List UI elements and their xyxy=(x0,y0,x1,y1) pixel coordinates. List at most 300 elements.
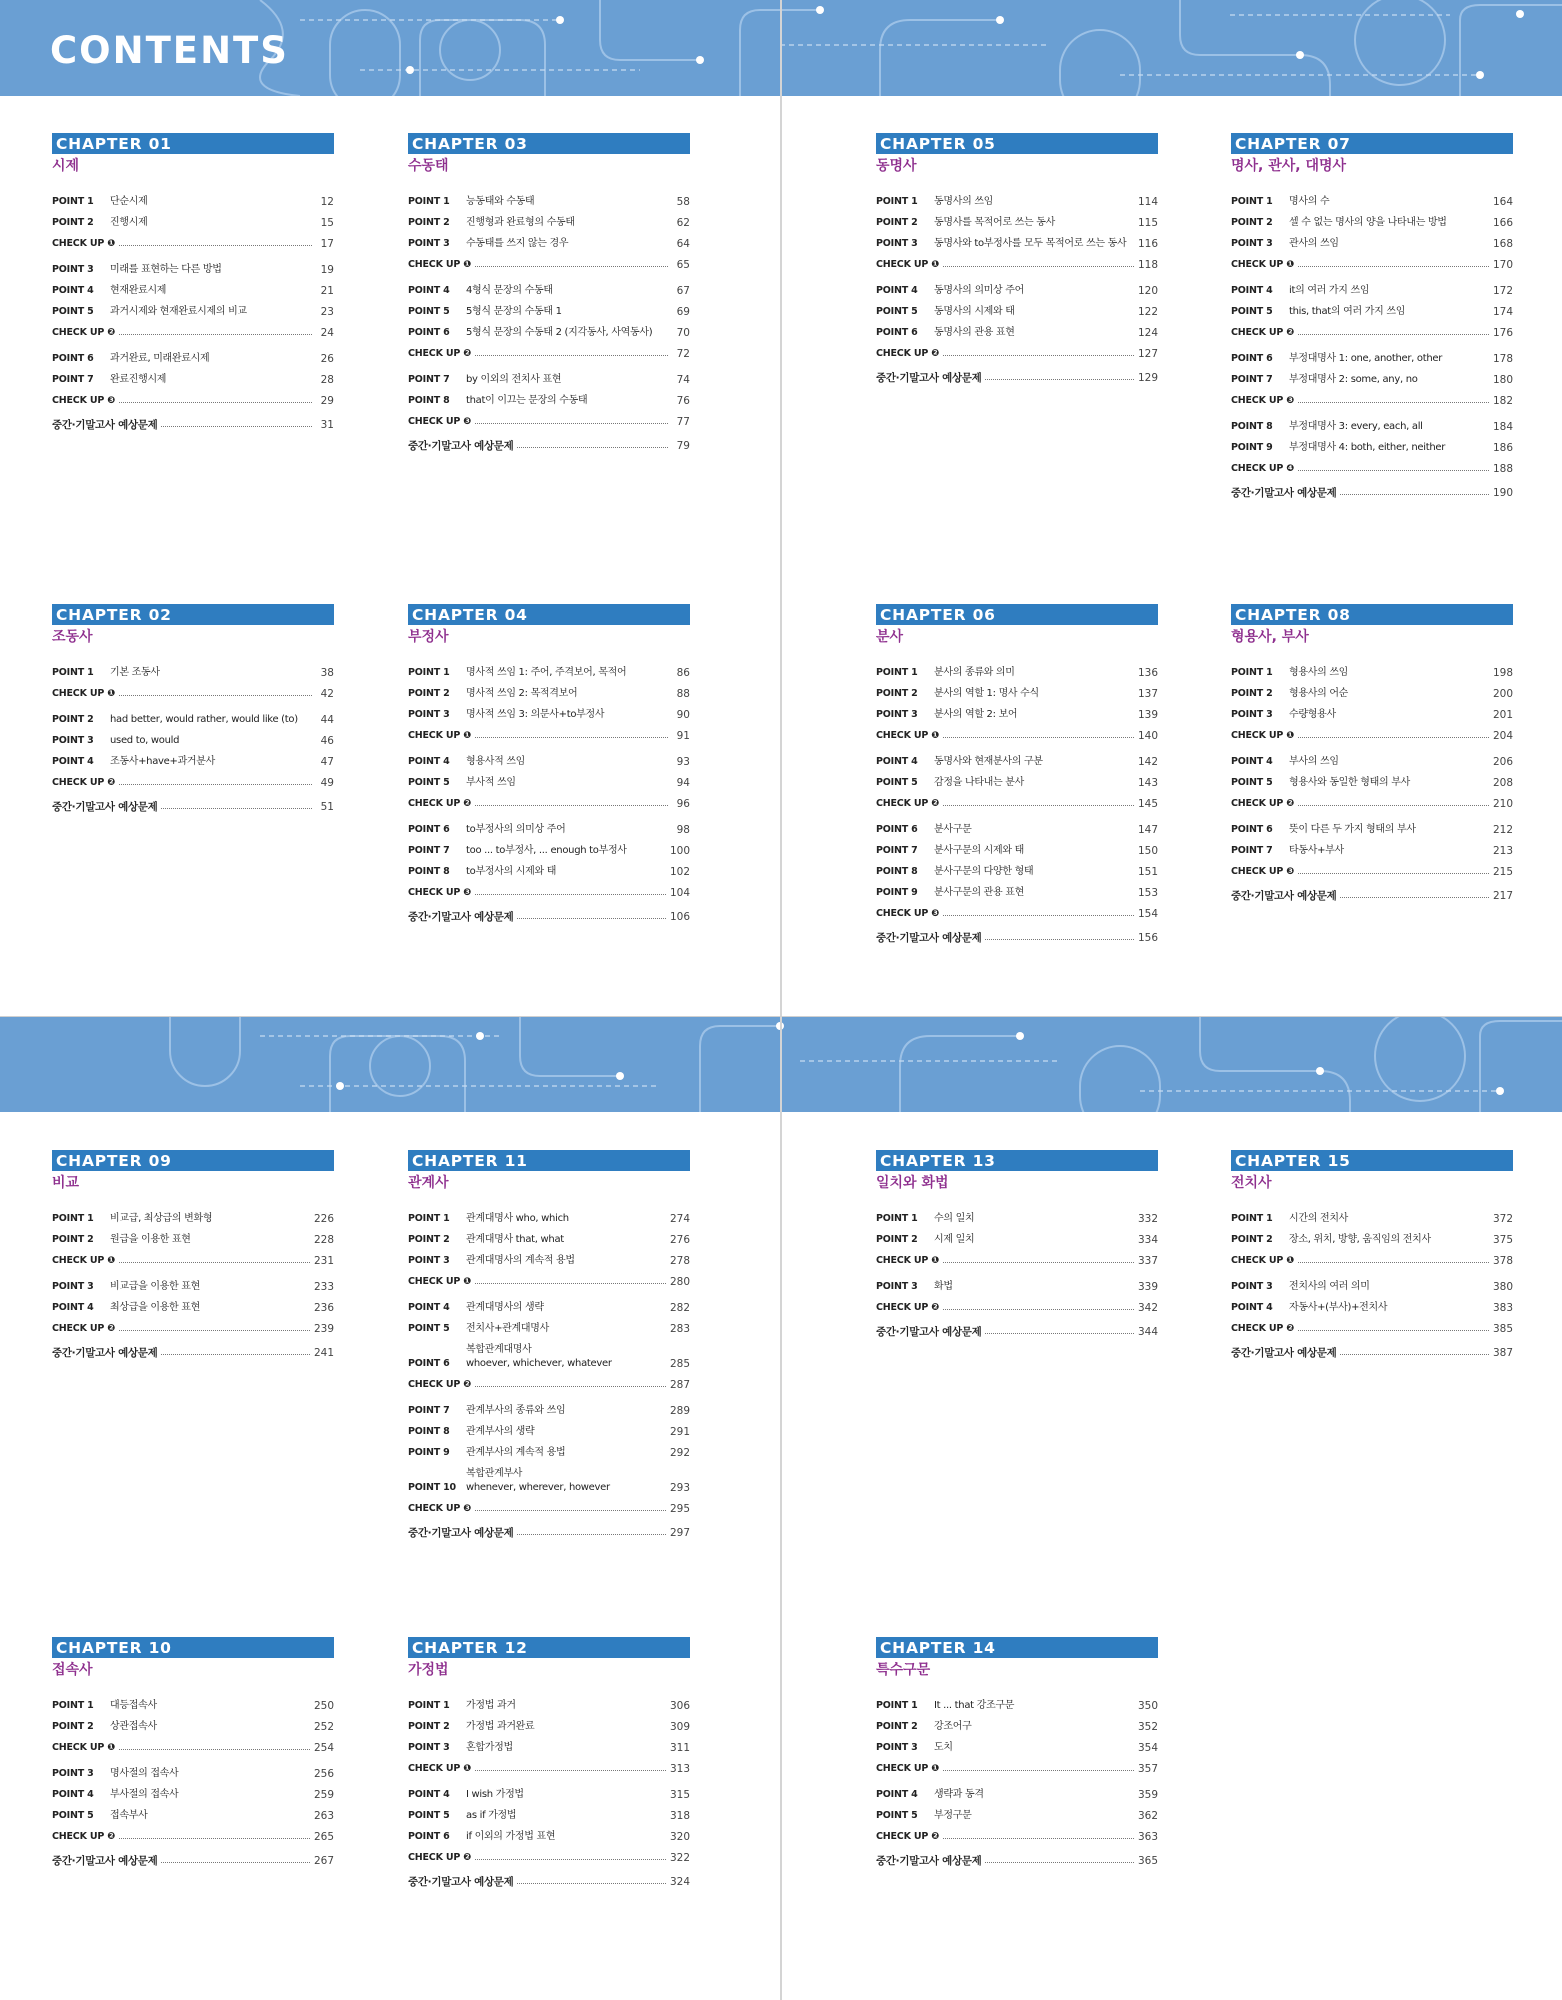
point-title: 명사절의 접속사 xyxy=(110,1768,179,1779)
checkup-label: CHECK UP ❸ xyxy=(1231,866,1295,877)
dot-leader xyxy=(475,797,668,806)
chapter-number: CHAPTER 04 xyxy=(408,604,690,625)
dot-leader xyxy=(119,326,312,335)
page-number: 241 xyxy=(313,1347,334,1359)
point-label: POINT 7 xyxy=(408,845,450,856)
page-number: 91 xyxy=(676,730,690,742)
page-number: 375 xyxy=(1492,1234,1513,1246)
point-label: POINT 2 xyxy=(876,688,918,699)
point-label: POINT 4 xyxy=(52,1302,94,1313)
page-number: 140 xyxy=(1137,730,1158,742)
point-label: POINT 2 xyxy=(1231,1234,1273,1245)
page-number: 186 xyxy=(1492,442,1513,454)
toc-checkup-row xyxy=(408,258,690,272)
point-label: POINT 1 xyxy=(876,196,918,207)
toc-point-row xyxy=(408,195,690,209)
page-number: 72 xyxy=(676,348,690,360)
toc-checkup-row xyxy=(52,1254,334,1268)
toc-point-row xyxy=(52,734,334,748)
dot-leader xyxy=(517,1875,665,1884)
point-title: 명사의 수 xyxy=(1289,196,1330,207)
page-number: 129 xyxy=(1137,372,1158,384)
dot-leader xyxy=(119,1254,310,1263)
point-label: POINT 6 xyxy=(1231,353,1273,364)
point-title: 감정을 나타내는 분사 xyxy=(934,777,1024,788)
dot-leader xyxy=(475,258,668,267)
point-title: 능동태와 수동태 xyxy=(466,196,535,207)
point-label: POINT 4 xyxy=(408,756,450,767)
page-number: 114 xyxy=(1137,196,1158,208)
toc-point-row xyxy=(408,1404,690,1418)
point-title: 부정구문 xyxy=(934,1810,972,1821)
toc-point-row xyxy=(52,1699,334,1713)
page-number: 250 xyxy=(313,1700,334,1712)
dot-leader xyxy=(475,415,668,424)
page-number: 287 xyxy=(669,1379,690,1391)
point-title: 4형식 문장의 수동태 xyxy=(466,285,553,296)
page-number: 324 xyxy=(669,1876,690,1888)
chapter-section xyxy=(52,1637,334,1875)
dot-leader xyxy=(1340,486,1488,495)
toc-point-row xyxy=(408,1720,690,1734)
point-label: POINT 4 xyxy=(408,1302,450,1313)
dot-leader xyxy=(943,258,1134,267)
point-label: POINT 7 xyxy=(1231,374,1273,385)
chapter-title: 조동사 xyxy=(52,629,93,645)
page-number: 67 xyxy=(676,285,690,297)
page-gutter xyxy=(780,0,782,2000)
page-number: 283 xyxy=(669,1323,690,1335)
point-label: POINT 3 xyxy=(408,238,450,249)
dot-leader xyxy=(943,1762,1134,1771)
page-number: 104 xyxy=(669,887,690,899)
toc-point-row xyxy=(876,708,1158,722)
point-title: 관계부사의 생략 xyxy=(466,1426,535,1437)
toc-checkup-row xyxy=(408,729,690,743)
point-label: POINT 1 xyxy=(876,1700,918,1711)
checkup-label: CHECK UP ❶ xyxy=(876,730,940,741)
point-title: 화법 xyxy=(934,1281,953,1292)
dot-leader xyxy=(475,886,666,895)
toc-point-row xyxy=(408,844,690,858)
point-title: 수의 일치 xyxy=(934,1213,975,1224)
toc-exam-row xyxy=(52,800,334,814)
chapter-number: CHAPTER 15 xyxy=(1231,1150,1513,1171)
toc-point-row xyxy=(1231,420,1513,434)
toc-exam-row xyxy=(1231,889,1513,903)
page-number: 322 xyxy=(669,1852,690,1864)
point-title: I wish 가정법 xyxy=(466,1789,524,1800)
exam-label: 중간·기말고사 예상문제 xyxy=(52,419,158,431)
toc-exam-row xyxy=(52,418,334,432)
toc-exam-row xyxy=(876,1854,1158,1868)
point-title: to부정사의 의미상 주어 xyxy=(466,824,566,835)
toc-point-row xyxy=(408,1343,690,1371)
checkup-label: CHECK UP ❷ xyxy=(52,777,116,788)
point-label: POINT 7 xyxy=(1231,845,1273,856)
toc-point-row xyxy=(408,1301,690,1315)
dot-leader xyxy=(475,1378,666,1387)
toc-checkup-row xyxy=(876,1254,1158,1268)
page-number: 365 xyxy=(1137,1855,1158,1867)
page-number: 38 xyxy=(320,667,334,679)
chapter-section xyxy=(408,604,690,931)
exam-label: 중간·기말고사 예상문제 xyxy=(408,1527,514,1539)
point-label: POINT 2 xyxy=(408,1234,450,1245)
dot-leader xyxy=(161,800,312,809)
checkup-label: CHECK UP ❷ xyxy=(52,1323,116,1334)
toc-checkup-row xyxy=(1231,394,1513,408)
page-number: 115 xyxy=(1137,217,1158,229)
exam-label: 중간·기말고사 예상문제 xyxy=(876,1326,982,1338)
chapter-number: CHAPTER 13 xyxy=(876,1150,1158,1171)
toc-exam-row xyxy=(52,1346,334,1360)
page-number: 215 xyxy=(1492,866,1513,878)
point-label: POINT 5 xyxy=(1231,306,1273,317)
dot-leader xyxy=(943,907,1134,916)
point-title: 생략과 동격 xyxy=(934,1789,984,1800)
point-label: POINT 1 xyxy=(52,196,94,207)
checkup-label: CHECK UP ❶ xyxy=(408,1276,472,1287)
dot-leader xyxy=(943,797,1134,806)
dot-leader xyxy=(1298,462,1489,471)
toc-point-row xyxy=(1231,687,1513,701)
point-title: 부정대명사 4: both, either, neither xyxy=(1289,442,1446,453)
toc-checkup-row xyxy=(876,1301,1158,1315)
point-label: POINT 6 xyxy=(876,824,918,835)
toc-checkup-row xyxy=(408,1851,690,1865)
dot-leader xyxy=(943,1830,1134,1839)
toc-point-row xyxy=(408,305,690,319)
point-title: 동명사와 현재분사의 구분 xyxy=(934,756,1043,767)
toc-point-row xyxy=(52,352,334,366)
page-number: 282 xyxy=(669,1302,690,1314)
checkup-label: CHECK UP ❸ xyxy=(52,395,116,406)
point-title: 형용사의 쓰임 xyxy=(1289,667,1349,678)
page-number: 70 xyxy=(676,327,690,339)
page-number: 51 xyxy=(320,801,334,813)
page-number: 154 xyxy=(1137,908,1158,920)
page-number: 318 xyxy=(669,1810,690,1822)
page-number: 263 xyxy=(313,1810,334,1822)
point-title: 동명사의 의미상 주어 xyxy=(934,285,1024,296)
chapter-section xyxy=(408,133,690,460)
point-title: 전치사의 여러 의미 xyxy=(1289,1281,1370,1292)
page-number: 359 xyxy=(1137,1789,1158,1801)
toc-point-row xyxy=(52,1301,334,1315)
point-title: 관계부사의 종류와 쓰임 xyxy=(466,1405,566,1416)
page-number: 176 xyxy=(1492,327,1513,339)
point-label: POINT 1 xyxy=(876,667,918,678)
dot-leader xyxy=(1298,865,1489,874)
point-title: 형용사의 어순 xyxy=(1289,688,1349,699)
page-number: 31 xyxy=(320,419,334,431)
checkup-label: CHECK UP ❶ xyxy=(1231,259,1295,270)
point-title: 부사절의 접속사 xyxy=(110,1789,179,1800)
toc-point-row xyxy=(52,373,334,387)
point-label: POINT 1 xyxy=(408,196,450,207)
toc-checkup-row xyxy=(408,797,690,811)
checkup-label: CHECK UP ❶ xyxy=(1231,730,1295,741)
page-number: 184 xyxy=(1492,421,1513,433)
point-label: POINT 7 xyxy=(876,845,918,856)
page-number: 19 xyxy=(320,264,334,276)
point-title: 완료진행시제 xyxy=(110,374,167,385)
toc-checkup-row xyxy=(1231,797,1513,811)
chapter-section xyxy=(1231,1150,1513,1367)
toc-point-row xyxy=(52,216,334,230)
toc-exam-row xyxy=(876,371,1158,385)
point-title: 5형식 문장의 수동태 2 (지각동사, 사역동사) xyxy=(466,327,653,338)
page-number: 136 xyxy=(1137,667,1158,679)
exam-label: 중간·기말고사 예상문제 xyxy=(408,1876,514,1888)
toc-point-row xyxy=(408,687,690,701)
dot-leader xyxy=(985,371,1133,380)
point-title: 관계대명사의 계속적 용법 xyxy=(466,1255,575,1266)
page-number: 116 xyxy=(1137,238,1158,250)
point-title: 명사적 쓰임 2: 목적격보어 xyxy=(466,688,578,699)
chapter-section xyxy=(408,1150,690,1547)
toc-point-row xyxy=(1231,823,1513,837)
page-number: 24 xyxy=(320,327,334,339)
toc-point-row xyxy=(876,237,1158,251)
dot-leader xyxy=(1298,394,1489,403)
point-label: POINT 2 xyxy=(876,1721,918,1732)
page-number: 151 xyxy=(1137,866,1158,878)
page-number: 208 xyxy=(1492,777,1513,789)
page-number: 190 xyxy=(1492,487,1513,499)
toc-point-row xyxy=(876,284,1158,298)
page-number: 100 xyxy=(669,845,690,857)
toc-point-row xyxy=(876,666,1158,680)
page-number: 226 xyxy=(313,1213,334,1225)
toc-point-row xyxy=(1231,1280,1513,1294)
page-number: 292 xyxy=(669,1447,690,1459)
toc-point-row xyxy=(52,305,334,319)
toc-point-row xyxy=(408,1467,690,1495)
point-title: 형용사와 동일한 형태의 부사 xyxy=(1289,777,1410,788)
chapter-title: 가정법 xyxy=(408,1662,449,1678)
dot-leader xyxy=(475,1762,666,1771)
page-number: 380 xyxy=(1492,1281,1513,1293)
checkup-label: CHECK UP ❶ xyxy=(52,688,116,699)
point-title: 뜻이 다른 두 가지 형태의 부사 xyxy=(1289,824,1416,835)
toc-point-row xyxy=(52,195,334,209)
page-number: 198 xyxy=(1492,667,1513,679)
page-number: 342 xyxy=(1137,1302,1158,1314)
chapter-number: CHAPTER 07 xyxy=(1231,133,1513,154)
point-title: 형용사적 쓰임 xyxy=(466,756,526,767)
dot-leader xyxy=(1298,797,1489,806)
toc-checkup-row xyxy=(408,347,690,361)
toc-point-row xyxy=(1231,441,1513,455)
page-number: 337 xyxy=(1137,1255,1158,1267)
page-number: 332 xyxy=(1137,1213,1158,1225)
point-title: 진행시제 xyxy=(110,217,148,228)
toc-checkup-row xyxy=(876,1762,1158,1776)
checkup-label: CHECK UP ❶ xyxy=(876,1255,940,1266)
dot-leader xyxy=(985,1854,1133,1863)
point-label: POINT 1 xyxy=(1231,667,1273,678)
page-number: 44 xyxy=(320,714,334,726)
point-label: POINT 2 xyxy=(52,714,94,725)
toc-checkup-row xyxy=(52,1741,334,1755)
point-title: that이 이끄는 문장의 수동태 xyxy=(466,395,588,406)
dot-leader xyxy=(119,1322,310,1331)
checkup-label: CHECK UP ❷ xyxy=(876,798,940,809)
point-title: 대등접속사 xyxy=(110,1700,157,1711)
toc-exam-row xyxy=(408,1526,690,1540)
point-label: POINT 6 xyxy=(408,824,450,835)
point-title: too ... to부정사, ... enough to부정사 xyxy=(466,845,627,856)
point-title: 현재완료시제 xyxy=(110,285,167,296)
page-number: 228 xyxy=(313,1234,334,1246)
chapter-title: 특수구문 xyxy=(876,1662,931,1678)
chapter-title: 전치사 xyxy=(1231,1175,1272,1191)
point-title: 최상급을 이용한 표현 xyxy=(110,1302,200,1313)
checkup-label: CHECK UP ❸ xyxy=(408,1503,472,1514)
chapter-section xyxy=(1231,133,1513,507)
page-number: 217 xyxy=(1492,890,1513,902)
chapter-number: CHAPTER 11 xyxy=(408,1150,690,1171)
page-number: 210 xyxy=(1492,798,1513,810)
page-number: 12 xyxy=(320,196,334,208)
chapter-title: 접속사 xyxy=(52,1662,93,1678)
page-number: 106 xyxy=(669,911,690,923)
toc-checkup-row xyxy=(1231,326,1513,340)
toc-point-row xyxy=(408,216,690,230)
checkup-label: CHECK UP ❷ xyxy=(1231,798,1295,809)
chapter-title: 명사, 관사, 대명사 xyxy=(1231,158,1347,174)
point-label: POINT 5 xyxy=(408,1323,450,1334)
toc-point-row xyxy=(408,1254,690,1268)
point-title: 강조어구 xyxy=(934,1721,972,1732)
page-number: 311 xyxy=(669,1742,690,1754)
point-label: POINT 1 xyxy=(408,1213,450,1224)
point-label: POINT 5 xyxy=(1231,777,1273,788)
checkup-label: CHECK UP ❸ xyxy=(408,887,472,898)
toc-checkup-row xyxy=(876,729,1158,743)
page-number: 142 xyxy=(1137,756,1158,768)
point-title: it의 여러 가지 쓰임 xyxy=(1289,285,1370,296)
point-label: POINT 6 xyxy=(408,1831,450,1842)
page-number: 42 xyxy=(320,688,334,700)
checkup-label: CHECK UP ❶ xyxy=(408,1763,472,1774)
toc-checkup-row xyxy=(876,347,1158,361)
point-label: POINT 4 xyxy=(52,756,94,767)
page-number: 334 xyxy=(1137,1234,1158,1246)
point-label: POINT 1 xyxy=(408,1700,450,1711)
toc-point-row xyxy=(52,1280,334,1294)
chapter-section xyxy=(52,604,334,821)
page-number: 339 xyxy=(1137,1281,1158,1293)
point-label: POINT 8 xyxy=(408,395,450,406)
point-title: 명사적 쓰임 3: 의문사+to부정사 xyxy=(466,709,605,720)
page-number: 182 xyxy=(1492,395,1513,407)
page-number: 265 xyxy=(313,1831,334,1843)
dot-leader xyxy=(1298,326,1489,335)
toc-checkup-row xyxy=(1231,1322,1513,1336)
checkup-label: CHECK UP ❸ xyxy=(876,908,940,919)
page-number: 213 xyxy=(1492,845,1513,857)
toc-point-row xyxy=(408,1741,690,1755)
page-number: 29 xyxy=(320,395,334,407)
point-label: POINT 2 xyxy=(52,1721,94,1732)
page-number: 90 xyxy=(676,709,690,721)
toc-point-row xyxy=(1231,305,1513,319)
toc-point-row xyxy=(408,755,690,769)
toc-point-row xyxy=(408,1788,690,1802)
dot-leader xyxy=(161,418,312,427)
point-label: POINT 4 xyxy=(876,285,918,296)
point-label: POINT 7 xyxy=(408,1405,450,1416)
dot-leader xyxy=(1298,729,1489,738)
point-label: POINT 1 xyxy=(408,667,450,678)
chapter-number: CHAPTER 12 xyxy=(408,1637,690,1658)
toc-checkup-row xyxy=(876,907,1158,921)
dot-leader xyxy=(943,1301,1134,1310)
dot-leader xyxy=(517,910,665,919)
page-number: 170 xyxy=(1492,259,1513,271)
point-label: POINT 1 xyxy=(52,1700,94,1711)
point-label: POINT 10 xyxy=(408,1482,456,1493)
page-number: 58 xyxy=(676,196,690,208)
toc-point-row xyxy=(1231,216,1513,230)
page-number: 239 xyxy=(313,1323,334,1335)
page-number: 98 xyxy=(676,824,690,836)
page-number: 76 xyxy=(676,395,690,407)
point-title: 도치 xyxy=(934,1742,953,1753)
exam-label: 중간·기말고사 예상문제 xyxy=(408,440,514,452)
dot-leader xyxy=(943,347,1134,356)
toc-point-row xyxy=(52,1809,334,1823)
page-number: 168 xyxy=(1492,238,1513,250)
toc-point-row xyxy=(408,708,690,722)
point-title: It ... that 강조구문 xyxy=(934,1700,1015,1711)
page-number: 47 xyxy=(320,756,334,768)
point-title: 상관접속사 xyxy=(110,1721,157,1732)
point-title: to부정사의 시제와 태 xyxy=(466,866,557,877)
toc-checkup-row xyxy=(408,1762,690,1776)
point-label: POINT 2 xyxy=(876,1234,918,1245)
point-label: POINT 7 xyxy=(52,374,94,385)
toc-point-row xyxy=(408,373,690,387)
checkup-label: CHECK UP ❷ xyxy=(408,348,472,359)
point-title: 원급을 이용한 표현 xyxy=(110,1234,191,1245)
point-title: 5형식 문장의 수동태 1 xyxy=(466,306,562,317)
point-title: 관사의 쓰임 xyxy=(1289,238,1339,249)
point-label: POINT 1 xyxy=(1231,196,1273,207)
toc-checkup-row xyxy=(1231,865,1513,879)
point-title: 부정대명사 1: one, another, other xyxy=(1289,353,1443,364)
point-title: 과거시제와 현재완료시제의 비교 xyxy=(110,306,247,317)
toc-point-row xyxy=(408,776,690,790)
toc-exam-row xyxy=(408,1875,690,1889)
point-label: POINT 8 xyxy=(876,866,918,877)
point-label: POINT 3 xyxy=(1231,238,1273,249)
point-title: 가정법 과거 xyxy=(466,1700,516,1711)
point-label: POINT 4 xyxy=(876,1789,918,1800)
chapter-section xyxy=(876,604,1158,952)
toc-point-row xyxy=(408,1212,690,1226)
chapter-number: CHAPTER 10 xyxy=(52,1637,334,1658)
exam-label: 중간·기말고사 예상문제 xyxy=(876,1855,982,1867)
toc-checkup-row xyxy=(876,258,1158,272)
toc-point-row xyxy=(408,1830,690,1844)
page-number: 378 xyxy=(1492,1255,1513,1267)
toc-checkup-row xyxy=(52,1830,334,1844)
checkup-label: CHECK UP ❷ xyxy=(1231,327,1295,338)
